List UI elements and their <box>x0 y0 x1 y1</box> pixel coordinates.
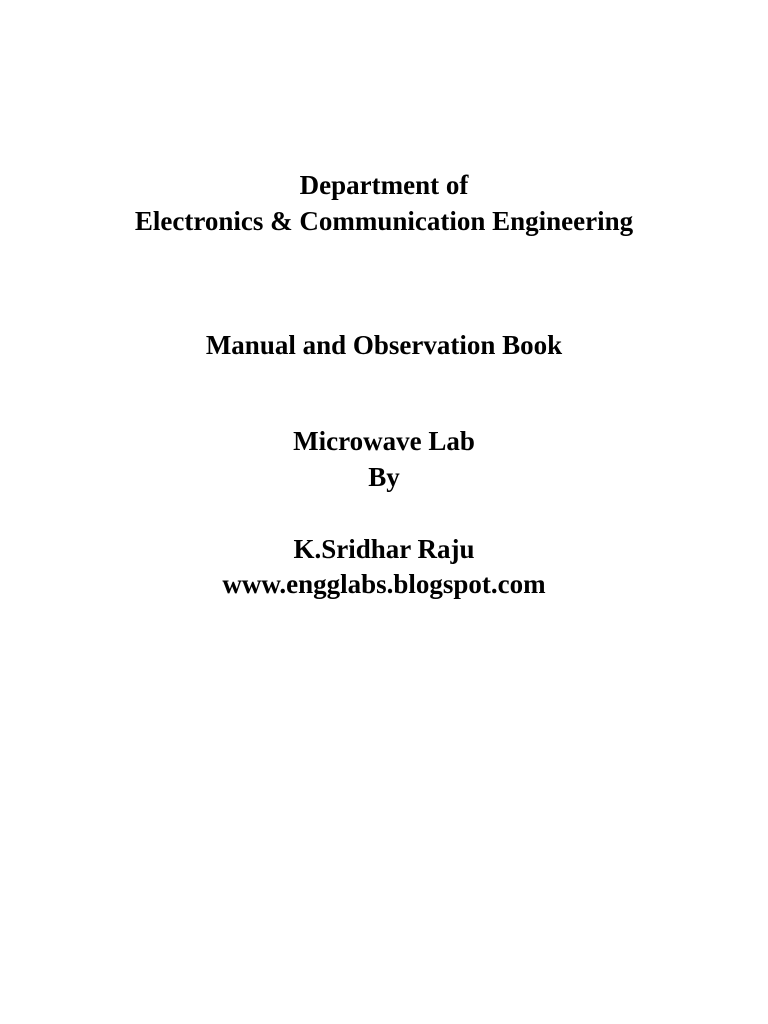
department-heading: Department of <box>299 170 469 200</box>
by-label: By <box>368 462 400 492</box>
author-name: K.Sridhar Raju <box>293 534 475 564</box>
lab-name: Microwave Lab <box>293 426 475 456</box>
department-name: Electronics & Communication Engineering <box>134 206 634 236</box>
book-title: Manual and Observation Book <box>205 330 563 360</box>
website-url: www.engglabs.blogspot.com <box>222 569 546 599</box>
